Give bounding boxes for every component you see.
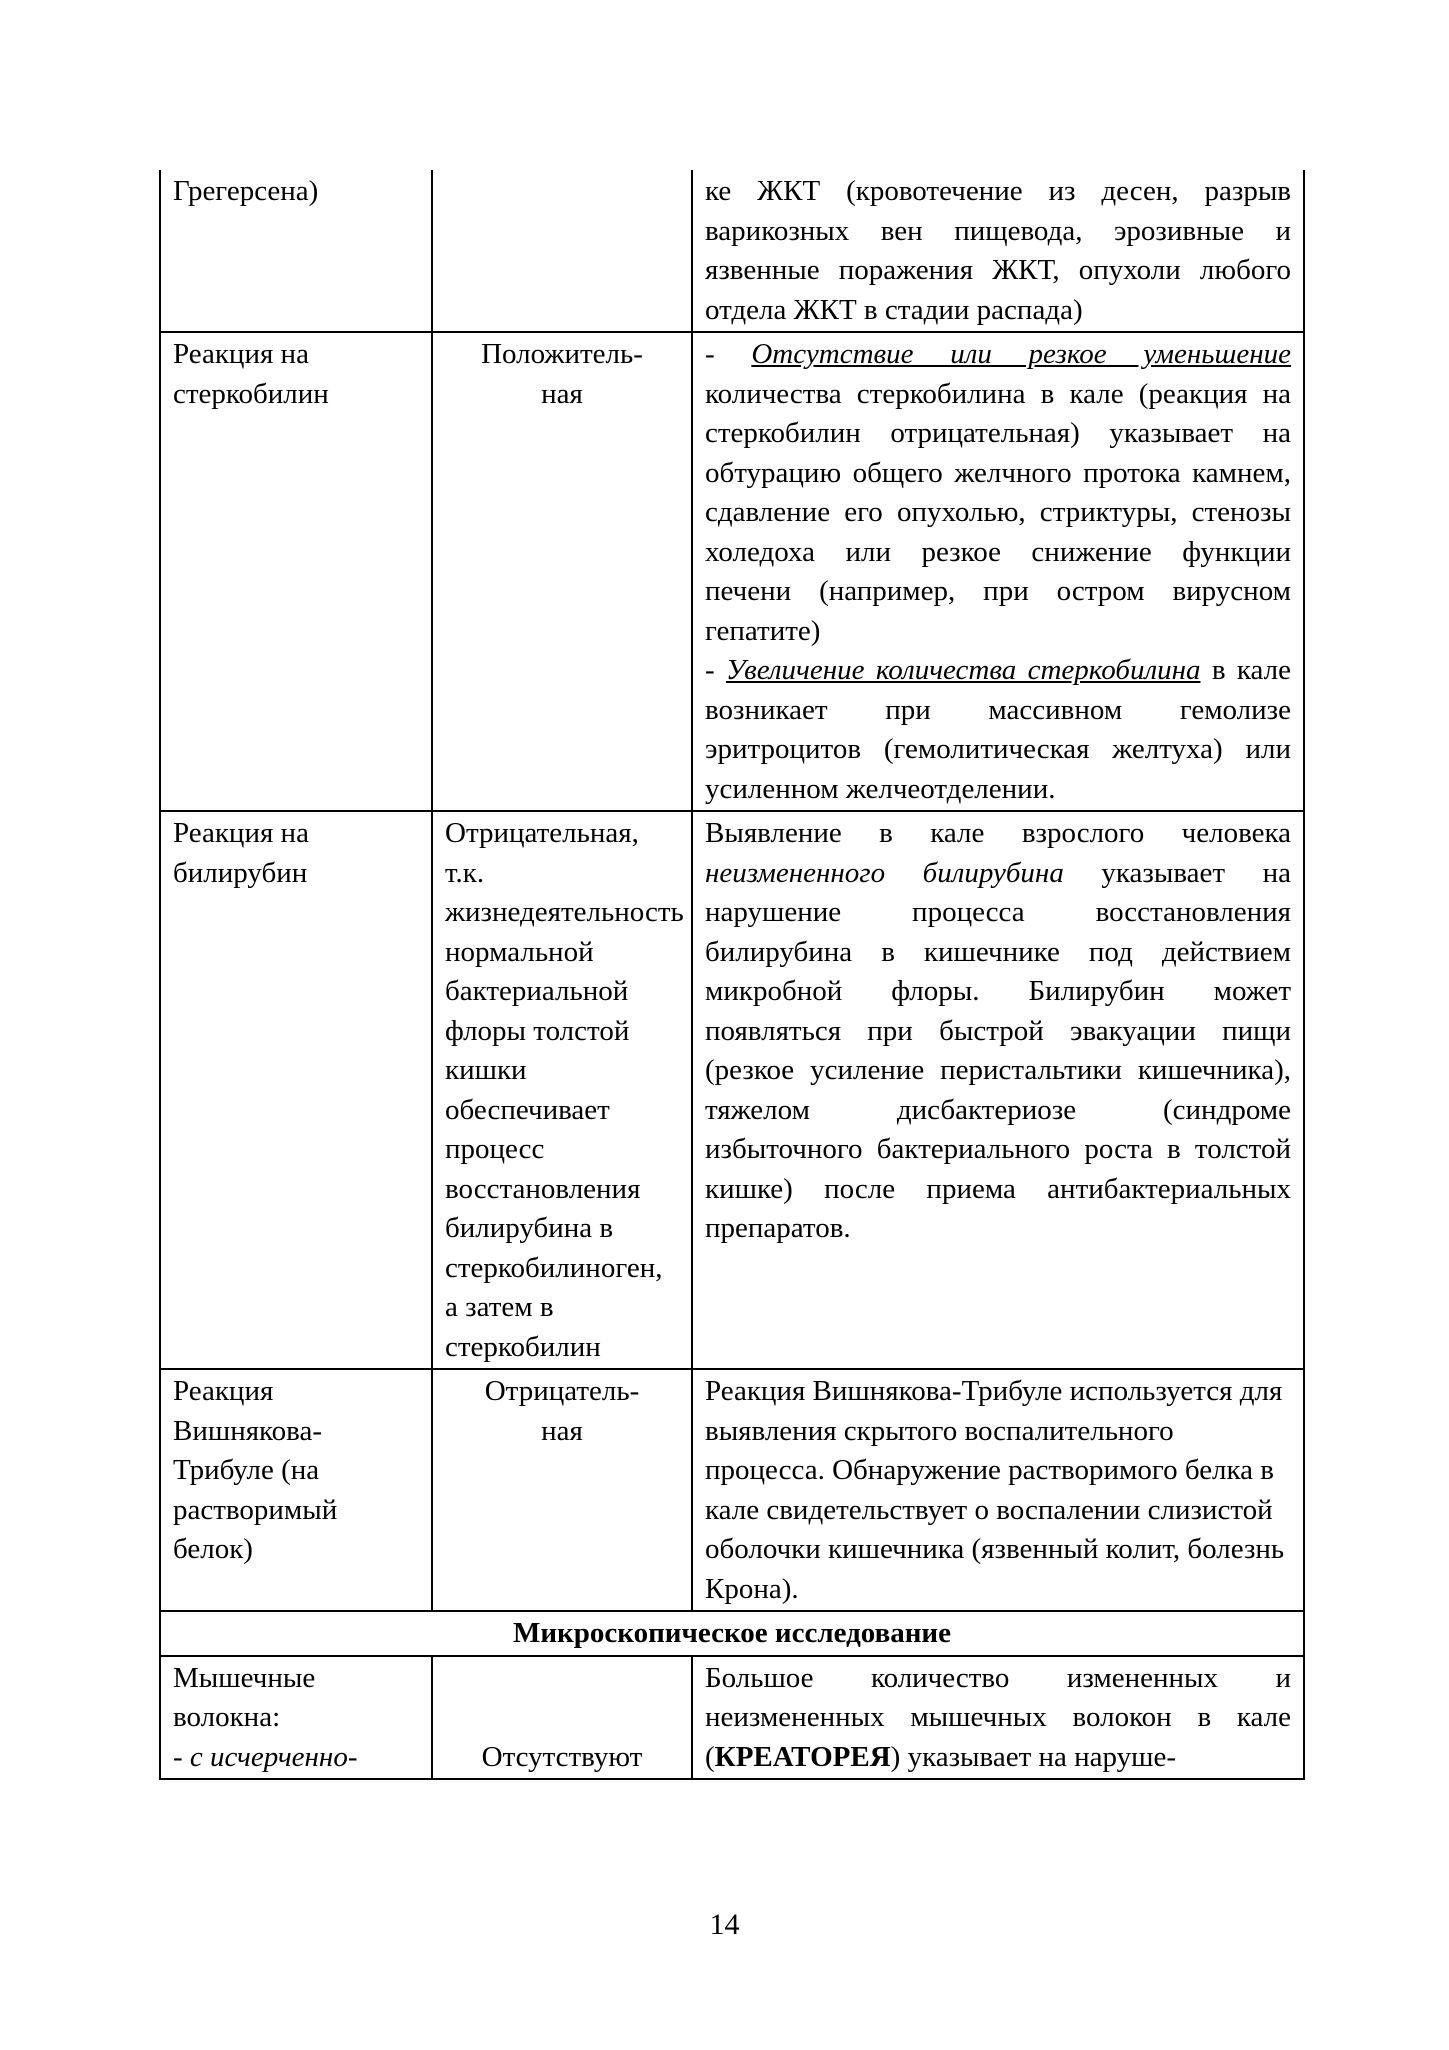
cell-interpretation: ке ЖКТ (кровотечение из десен, разрыв варикозных вен пищевода, эрозивные и язвенные поражения ЖКТ, опухоли любого отдела ЖКТ в стадии распада) xyxy=(692,170,1304,332)
cell-test-name: Реакция Вишнякова-Трибуле (на растворимый белок) xyxy=(160,1369,432,1611)
emphasis-text: Отсутствие или резкое уменьшение xyxy=(751,338,1291,370)
emphasis-text: неизмененного билирубина xyxy=(705,856,1064,889)
findings-table xyxy=(159,170,1305,1780)
cell-interpretation: Выявление в кале взрослого человека неизмененного билирубина указывает на нарушение процесса восстановления билирубина в кишечнике под действием микробной флоры. Билирубин может появляться при быстрой эвакуации пищи (резкое усиление перистальтики кишечника), тяжелом дисбактериозе (синдроме избыточного бактериального роста в толстой кишке) после приема антибактериальных препаратов. xyxy=(692,811,1304,1369)
cell-interpretation: - Отсутствие или резкое уменьшение количества стеркобилина в кале (реакция на стеркобилин отрицательная) указывает на обтурацию общего желчного протока камнем, сдавление его опухолью, стриктуры, стенозы холедоха или резкое снижение функции печени (например, при остром вирусном гепатите) - Увеличение количества стеркобилина в кале возникает при массивном гемолизе эритроцитов (гемолитическая желтуха) или усиленном желчеотделении. xyxy=(692,332,1304,811)
cell-normal-value: Отрицательная, т.к. жизнедеятельность нормальной бактериальной флоры толстой кишки обеспечивает процесс восстановления билирубина в стеркобилиноген, а затем в стеркобилин xyxy=(432,811,692,1369)
cell-test-name: Реакция на билирубин xyxy=(160,811,432,1369)
page-number: 14 xyxy=(709,1908,740,1941)
cell-interpretation: Большое количество измененных и неизмененных мышечных волокон в кале (КРЕАТОРЕЯ) указывает на наруше- xyxy=(692,1656,1304,1780)
cell-normal-value xyxy=(432,170,692,332)
cell-test-name: Грегерсена) xyxy=(160,170,432,332)
section-title: Микроскопическое исследование xyxy=(160,1611,1304,1656)
cell-normal-value: Отсутствуют xyxy=(432,1656,692,1780)
table-row xyxy=(160,170,1304,332)
cell-test-name: Реакция на стеркобилин xyxy=(160,332,432,811)
table-row xyxy=(160,811,1304,1369)
table-section-header xyxy=(160,1611,1304,1656)
emphasis-text: КРЕАТОРЕЯ xyxy=(714,1740,891,1773)
table-row xyxy=(160,1369,1304,1611)
cell-test-name: Мышечные волокна: - с исчерченно- xyxy=(160,1656,432,1780)
table-row xyxy=(160,332,1304,811)
table-row xyxy=(160,1656,1304,1780)
emphasis-text: Увеличение количества стеркобилина xyxy=(726,654,1201,686)
cell-normal-value: Отрицатель- ная xyxy=(432,1369,692,1611)
cell-interpretation: Реакция Вишнякова-Трибуле используется для выявления скрытого воспалительного процесса. Обнаружение растворимого белка в кале свидетельствует о воспалении слизистой оболочки кишечника (язвенный колит, болезнь Крона). xyxy=(692,1369,1304,1611)
cell-normal-value: Положитель- ная xyxy=(432,332,692,811)
